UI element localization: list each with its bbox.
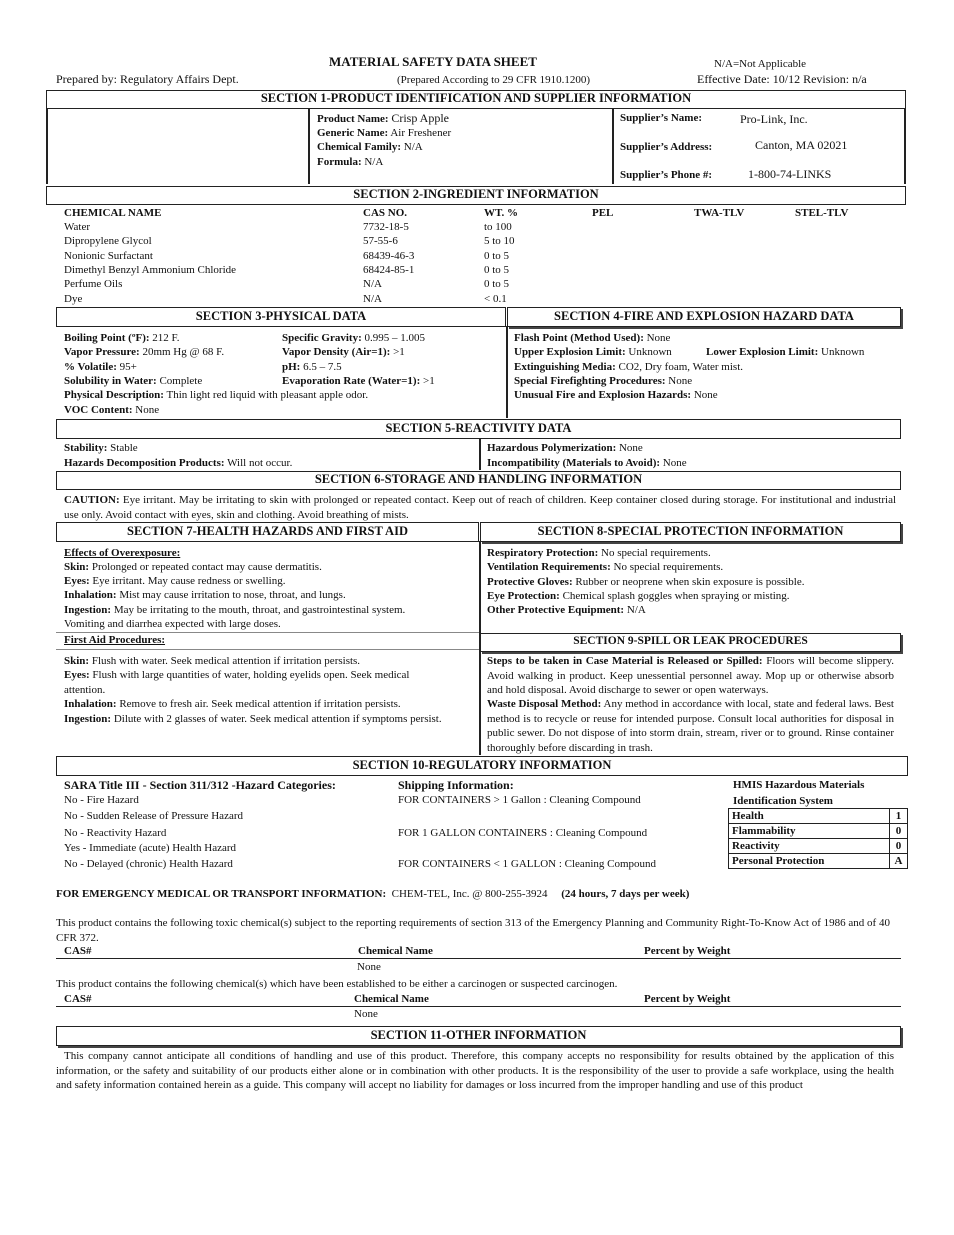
percent-volatile: % Volatile: 95+ [64,361,137,373]
hmis-row: Reactivity 0 [729,839,908,854]
s3-s4-divider [506,326,508,418]
s5-divider [479,438,481,470]
s7-rule-2 [56,649,479,650]
col-pel: PEL [592,207,614,219]
toxic-col-cas: CAS# [64,945,92,957]
carcinogen-text: This product contains the following chemical(s) which have been established to be either a carcinogen or suspected carcinogen. [56,978,618,990]
supplier-name: Pro-Link, Inc. [740,112,808,126]
evaporation-rate: Evaporation Rate (Water=1): >1 [282,375,435,387]
section-8-header: SECTION 8-SPECIAL PROTECTION INFORMATION [480,522,901,542]
extinguishing-media: Extinguishing Media: CO2, Dry foam, Water mist. [514,361,744,373]
prepared-according: (Prepared According to 29 CFR 1910.1200) [397,74,591,86]
incompatibility: Incompatibility (Materials to Avoid): None [487,457,687,469]
hmis-row: Flammability 0 [729,824,908,839]
section-2-header: SECTION 2-INGREDIENT INFORMATION [46,186,906,205]
section-11-header: SECTION 11-OTHER INFORMATION [56,1026,901,1046]
respiratory-protection: Respiratory Protection: No special requirements. [487,547,711,559]
hmis-row: Personal Protection A [729,854,908,869]
first-aid-inhalation: Inhalation: Remove to fresh air. Seek medical attention if irritation persists. [64,698,401,710]
sara-heading: SARA Title III - Section 311/312 -Hazard Categories: [64,778,336,792]
other-equipment: Other Protective Equipment: N/A [487,604,646,616]
carc-col-name: Chemical Name [354,993,429,1005]
product-name-row: Product Name: Crisp Apple [317,111,450,125]
hmis-table [728,808,908,869]
s1-border-left [46,108,48,184]
stability: Stability: Stable [64,442,138,454]
spill-steps: Steps to be taken in Case Material is Released or Spilled: Floors will become slippery. Avoid walking in product. Keep unessential personnel away. Mop up or otherwise absorb and hold disposal. Avoid discharge to sewer or open waterways. [487,655,894,696]
col-stel-tlv: STEL-TLV [795,207,849,219]
waste-disposal: Waste Disposal Method: Any method in accordance with local, state and federal laws. Best method is to recycle or reuse for intended purpose. Consult local authorities for disposal in public sewer. Do not dispose of into storm drain, stream, river or to ground. Rinse container thoroughly before discarding in trash. [487,698,894,754]
ventilation: Ventilation Requirements: No special requirements. [487,561,724,573]
section-3-header: SECTION 3-PHYSICAL DATA [56,307,506,327]
carc-col-pct: Percent by Weight [644,993,731,1005]
col-twa-tlv: TWA-TLV [694,207,745,219]
s1-border-right [904,108,906,184]
carc-rule [56,1006,901,1007]
col-wt-pct: WT. % [484,207,519,219]
sara-item: No - Fire Hazard [64,794,139,806]
solubility: Solubility in Water: Complete [64,375,203,387]
physical-description: Physical Description: Thin light red liquid with pleasant apple odor. [64,389,369,401]
first-aid-skin: Skin: Flush with water. Seek medical attention if irritation persists. [64,655,361,667]
first-aid-ingestion: Ingestion: Dilute with 2 glasses of water. Seek medical attention if symptoms persist. [64,713,442,725]
toxic-none: None [357,961,381,973]
hmis-heading-2: Identification System [733,795,833,807]
shipping-item: FOR 1 GALLON CONTAINERS : Cleaning Compound [398,827,648,839]
first-aid-eyes: Eyes: Flush with large quantities of water, holding eyelids open. Seek medical attention. [64,669,410,696]
effects-eyes: Eyes: Eye irritant. May cause redness or swelling. [64,575,286,587]
decomposition-products: Hazards Decomposition Products: Will not occur. [64,457,293,469]
eye-protection: Eye Protection: Chemical splash goggles when spraying or misting. [487,590,790,602]
upper-explosion-limit: Upper Explosion Limit: Unknown [514,346,672,358]
firefighting-procedures: Special Firefighting Procedures: None [514,375,693,387]
document-title: MATERIAL SAFETY DATA SHEET [329,54,537,69]
flash-point: Flash Point (Method Used): None [514,332,671,344]
section-1-header: SECTION 1-PRODUCT IDENTIFICATION AND SUPPLIER INFORMATION [46,90,906,109]
toxic-chemicals-text: This product contains the following toxic chemical(s) subject to the reporting requirements of section 313 of the Emergency Planning and Community Right-To-Know Act of 1986 and of 40 CFR 372. [56,917,890,944]
other-information-text: This company cannot anticipate all conditions of handling and use of this product. Therefore, this company accepts no responsibility for results obtained by the application of this information, or the safety and suitability of our products either alone or in combination with other products. It is the responsibility of the user to provide a safe workplace, using the health and safety information contained herein as a guide. This company will accept no liability for damages or loss incurred from the improper handling and use of this product [56,1050,894,1091]
shipping-item: FOR CONTAINERS > 1 Gallon : Cleaning Compound [398,794,641,806]
section-9-header: SECTION 9-SPILL OR LEAK PROCEDURES [480,633,901,652]
effective-date: Effective Date: 10/12 Revision: n/a [697,72,867,86]
supplier-name-label: Supplier’s Name: [620,112,702,124]
effects-skin: Skin: Prolonged or repeated contact may cause dermatitis. [64,561,322,573]
shipping-item: FOR CONTAINERS < 1 GALLON : Cleaning Compound [398,858,657,870]
supplier-address-label: Supplier’s Address: [620,141,713,153]
storage-caution: CAUTION: Eye irritant. May be irritating to skin with prolonged or repeated contact. Keep out of reach of children. Keep container closed during storage. For institutional and industrial use only. Avoid contact with eyes, skin and clothing. Avoid breathing of mists. [64,494,897,521]
effects-ingestion: Ingestion: May be irritating to the mouth, throat, and gastrointestinal system. [64,604,406,616]
vapor-density: Vapor Density (Air=1): >1 [282,346,405,358]
first-aid-heading: First Aid Procedures: [64,634,166,646]
effects-inhalation: Inhalation: Mist may cause irritation to nose, throat, and lungs. [64,589,346,601]
hmis-heading: HMIS Hazardous Materials [733,779,865,791]
sara-item: No - Sudden Release of Pressure Hazard [64,810,243,822]
section-5-header: SECTION 5-REACTIVITY DATA [56,419,901,439]
sara-item: No - Delayed (chronic) Health Hazard [64,858,233,870]
section-4-header: SECTION 4-FIRE AND EXPLOSION HAZARD DATA [507,307,901,327]
carc-col-cas: CAS# [64,993,92,1005]
voc-content: VOC Content: None [64,404,160,416]
na-note: N/A=Not Applicable [714,58,807,70]
s1-divider-2 [612,108,614,184]
hazardous-polymerization: Hazardous Polymerization: None [487,442,643,454]
formula-row: Formula: N/A [317,156,384,168]
unusual-hazards: Unusual Fire and Explosion Hazards: None [514,389,718,401]
prepared-by: Prepared by: Regulatory Affairs Dept. [56,72,239,86]
hmis-row: Health 1 [729,809,908,824]
lower-explosion-limit: Lower Explosion Limit: Unknown [706,346,865,358]
generic-name-row: Generic Name: Air Freshener [317,127,452,139]
chemical-family-row: Chemical Family: N/A [317,141,423,153]
section-10-header: SECTION 10-REGULATORY INFORMATION [56,756,908,776]
effects-heading: Effects of Overexposure: [64,547,181,559]
s1-divider-1 [308,108,310,184]
col-cas-no: CAS NO. [363,207,408,219]
toxic-col-name: Chemical Name [358,945,433,957]
col-chemical-name: CHEMICAL NAME [64,207,162,219]
toxic-col-pct: Percent by Weight [644,945,731,957]
section-6-header: SECTION 6-STORAGE AND HANDLING INFORMATION [56,471,901,490]
toxic-rule [56,958,901,959]
supplier-phone: 1-800-74-LINKS [748,167,832,181]
effects-ingestion-2: Vomiting and diarrhea expected with large doses. [64,618,281,630]
ph-value: pH: 6.5 – 7.5 [282,361,342,373]
vapor-pressure: Vapor Pressure: 20mm Hg @ 68 F. [64,346,225,358]
section-7-header: SECTION 7-HEALTH HAZARDS AND FIRST AID [56,522,479,542]
shipping-heading: Shipping Information: [398,778,514,792]
specific-gravity: Specific Gravity: 0.995 – 1.005 [282,332,425,344]
emergency-info: FOR EMERGENCY MEDICAL OR TRANSPORT INFORMATION: CHEM-TEL, Inc. @ 800-255-3924 (24 hours, 7 days per week) [56,888,690,900]
carc-none: None [354,1008,378,1020]
supplier-address: Canton, MA 02021 [755,138,848,152]
product-name: Crisp Apple [391,111,450,125]
sara-item: No - Reactivity Hazard [64,827,167,839]
protective-gloves: Protective Gloves: Rubber or neoprene when skin exposure is possible. [487,576,805,588]
sara-item: Yes - Immediate (acute) Health Hazard [64,842,237,854]
supplier-phone-label: Supplier’s Phone #: [620,169,713,181]
boiling-point: Boiling Point (ºF): 212 F. [64,332,180,344]
